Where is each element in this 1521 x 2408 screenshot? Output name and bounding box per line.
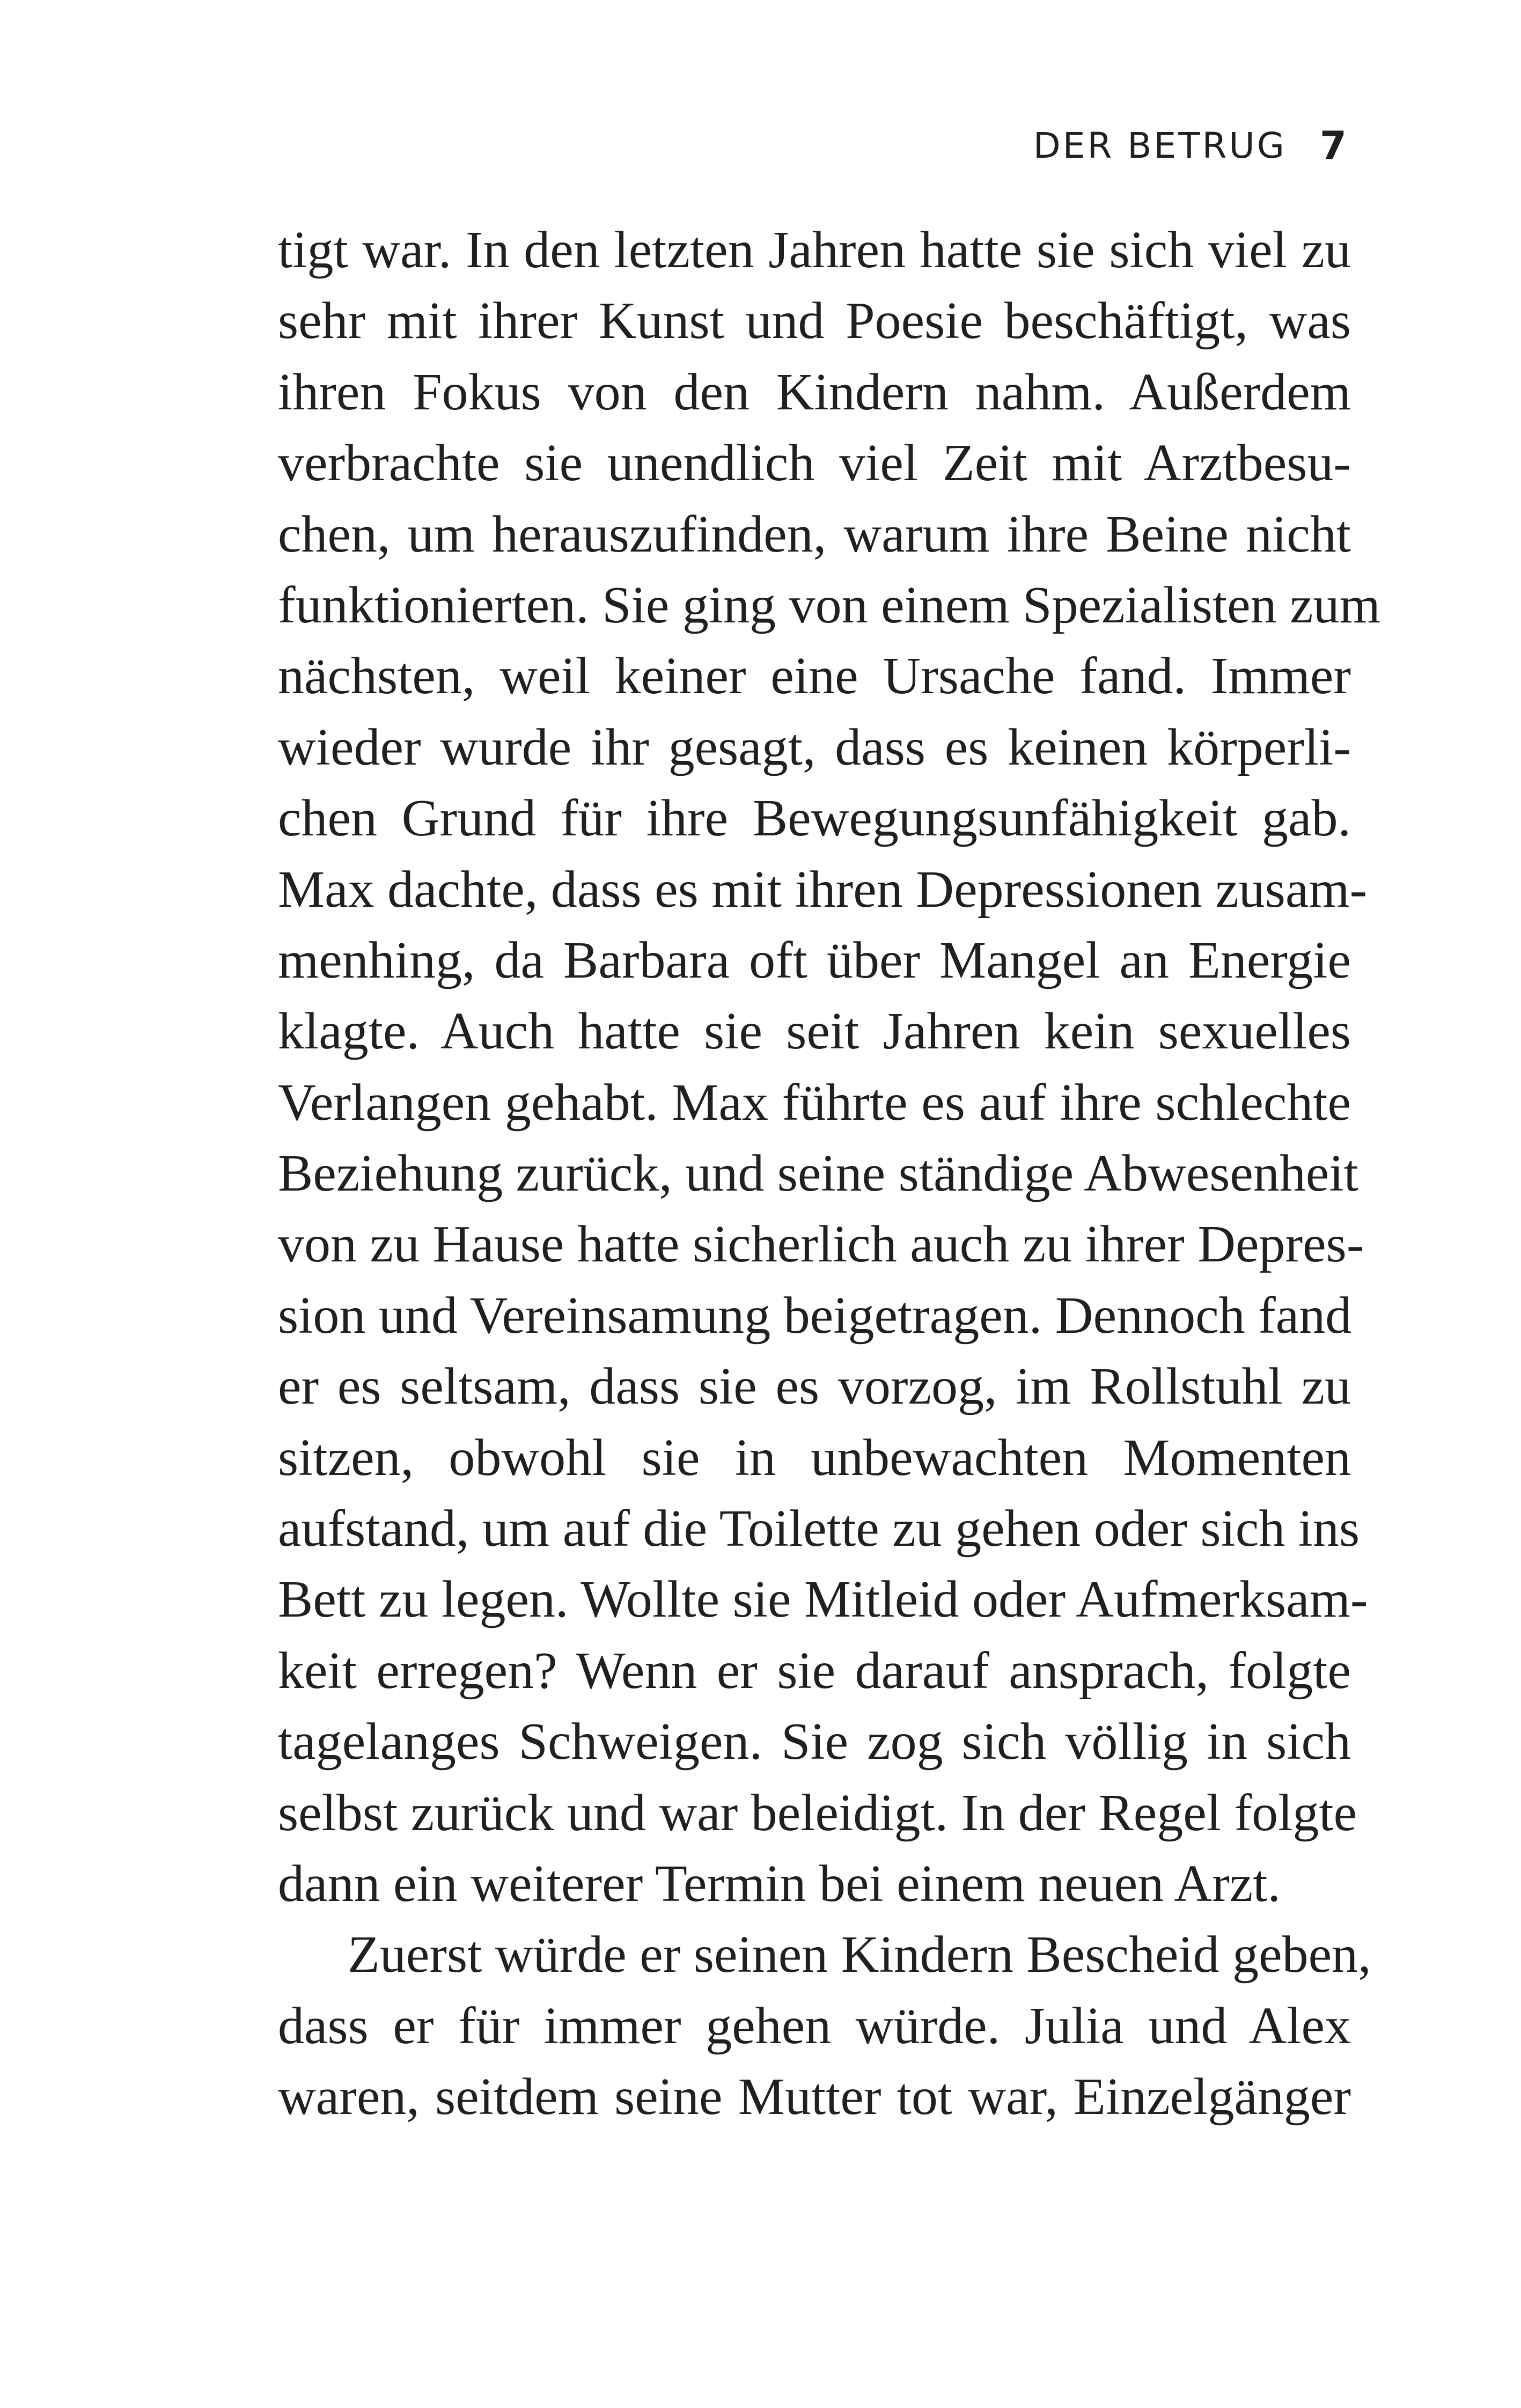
text-line: keit erregen? Wenn er sie darauf ansprach, folgte (278, 1641, 1351, 1700)
text-line: nächsten, weil keiner eine Ursache fand. Immer (278, 647, 1351, 706)
text-line: dass er für immer gehen würde. Julia und Alex (278, 1996, 1351, 2055)
text-line: Verlangen gehabt. Max führte es auf ihre schlechte (278, 1073, 1351, 1132)
page-number: 7 (1319, 123, 1347, 168)
text-line: chen, um herauszufinden, warum ihre Beine nicht (278, 505, 1351, 563)
text-line: sitzen, obwohl sie in unbewachten Momenten (278, 1428, 1351, 1487)
text-line: er es seltsam, dass sie es vorzog, im Rollstuhl zu (278, 1357, 1351, 1416)
text-line: sion und Vereinsamung beigetragen. Dennoch fand (278, 1286, 1352, 1345)
text-line: Zuerst würde er seinen Kindern Bescheid geben, (348, 1926, 1371, 1984)
text-line: chen Grund für ihre Bewegungsunfähigkeit gab. (278, 789, 1351, 848)
paragraph-1 (278, 215, 1380, 1919)
text-line: selbst zurück und war beleidigt. In der Regel folgte (278, 1783, 1357, 1842)
body-text (278, 215, 1380, 2133)
text-line: aufstand, um auf die Toilette zu gehen oder sich ins (278, 1500, 1360, 1558)
text-line: von zu Hause hatte sicherlich auch zu ihrer Depres- (278, 1215, 1364, 1274)
text-line: tigt war. In den letzten Jahren hatte sie sich viel zu (278, 221, 1351, 279)
text-line: funktionierten. Sie ging von einem Spezialisten zum (278, 576, 1380, 634)
text-line: dann ein weiterer Termin bei einem neuen Arzt. (278, 1854, 1281, 1913)
text-line: Bett zu legen. Wollte sie Mitleid oder Aufmerksam- (278, 1570, 1368, 1629)
text-line: Beziehung zurück, und seine ständige Abwesenheit (278, 1144, 1358, 1203)
text-line: menhing, da Barbara oft über Mangel an Energie (278, 931, 1351, 989)
text-line: waren, seitdem seine Mutter tot war, Einzelgänger (278, 2068, 1351, 2126)
text-line: Max dachte, dass es mit ihren Depressionen zusam- (278, 860, 1368, 919)
text-line: klagte. Auch hatte sie seit Jahren kein sexuelles (278, 1002, 1351, 1061)
running-head-title: DER BETRUG (1033, 124, 1287, 166)
text-line: ihren Fokus von den Kindern nahm. Außerdem (278, 363, 1351, 421)
paragraph-2 (278, 1919, 1371, 2132)
text-line: tagelanges Schweigen. Sie zog sich völlig in sich (278, 1713, 1351, 1771)
running-head (1033, 121, 1347, 170)
text-line: sehr mit ihrer Kunst und Poesie beschäftigt, was (278, 292, 1351, 350)
text-line: wieder wurde ihr gesagt, dass es keinen körperli- (278, 718, 1351, 776)
text-line: verbrachte sie unendlich viel Zeit mit Arztbesu- (278, 434, 1351, 493)
